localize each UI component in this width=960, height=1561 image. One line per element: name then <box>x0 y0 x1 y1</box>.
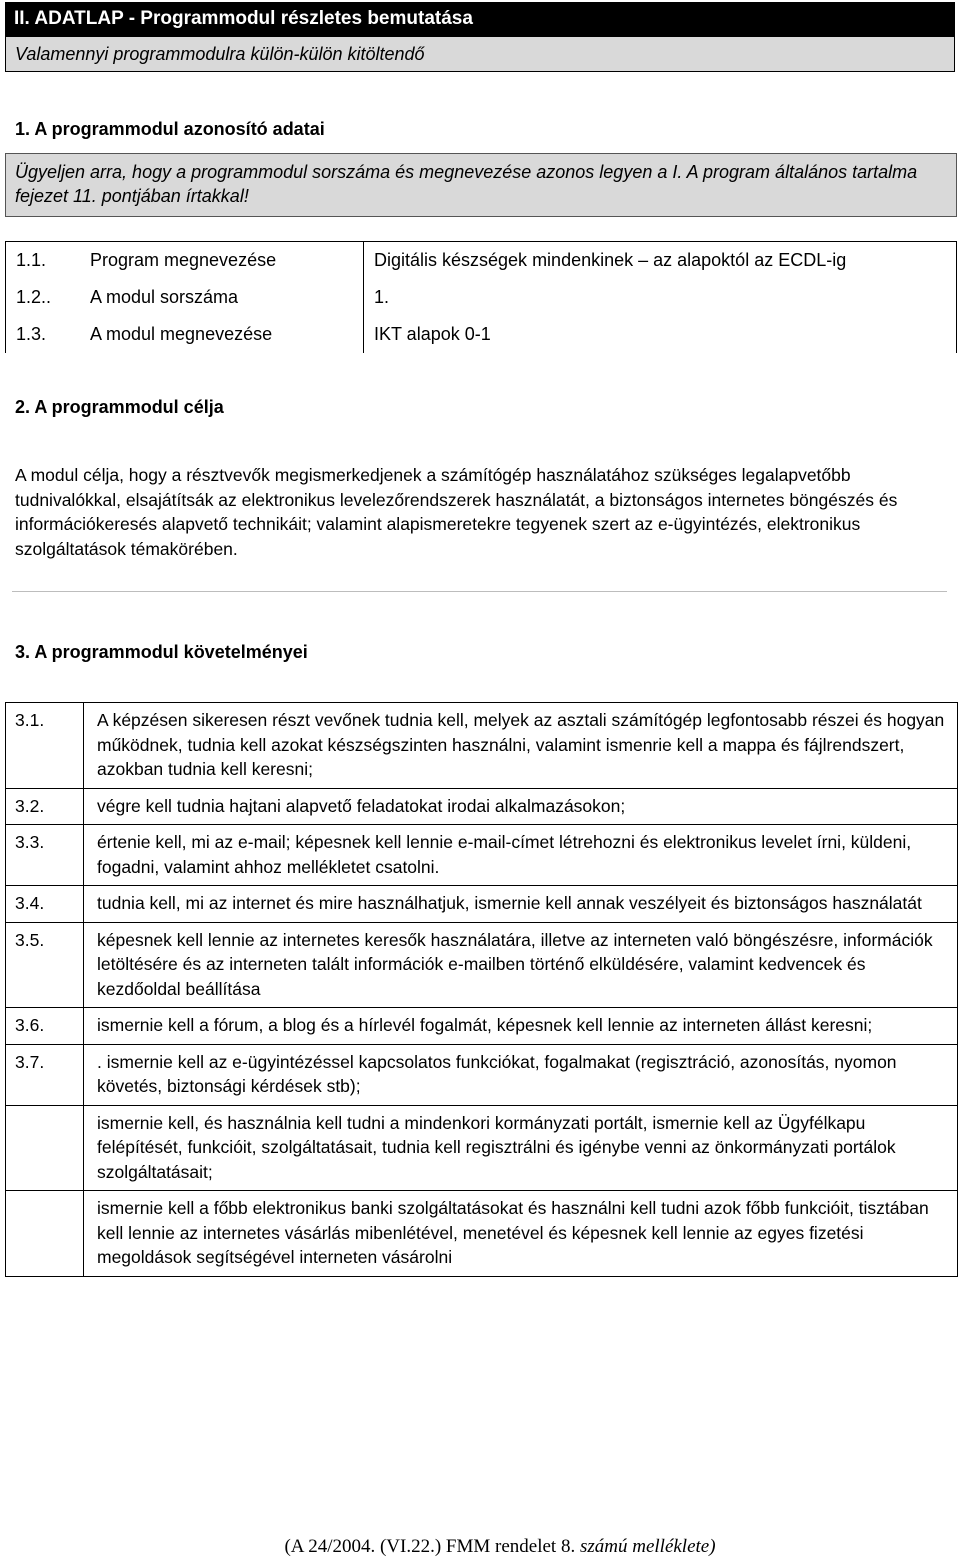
table-row <box>6 1008 958 1045</box>
requirement-number: 3.7. <box>6 1044 84 1105</box>
table-row <box>6 703 958 789</box>
requirement-text: értenie kell, mi az e-mail; képesnek kell lennie e-mail-címet létrehozni és elektronikus levelet írni, küldeni, fogadni, valamint ahhoz mellékletet csatolni. <box>84 825 958 886</box>
requirement-text: képesnek kell lennie az internetes keresők használatára, illetve az interneten való böngészésre, információk letöltésére és az interneten talált információk e-mailben történő elküldésére, valamint kedvencek és kezdőoldal beállítása <box>84 922 958 1008</box>
form-header <box>5 2 955 36</box>
requirement-text: . ismernie kell az e-ügyintézéssel kapcsolatos funkciókat, fogalmakat (regisztráció, azonosítás, nyomon követés, biztonsági kérdések stb); <box>84 1044 958 1105</box>
footer-regulation: (A 24/2004. (VI.22.) FMM rendelet 8. <box>284 1536 576 1557</box>
requirement-text: ismernie kell a fórum, a blog és a hírlevél fogalmát, képesnek kell lennie az interneten állást keresni; <box>84 1008 958 1045</box>
row-label: Program megnevezése <box>80 242 364 280</box>
table-row <box>6 886 958 923</box>
row-number: 1.2.. <box>6 279 81 316</box>
table-row <box>6 316 957 353</box>
table-row <box>6 788 958 825</box>
table-row <box>6 1044 958 1105</box>
requirements-table <box>5 702 958 1277</box>
requirement-number: 3.1. <box>6 703 84 789</box>
form-subtitle: Valamennyi programmodulra külön-külön kitöltendő <box>15 44 425 64</box>
page-footer <box>0 1536 960 1558</box>
identification-table <box>5 241 957 353</box>
table-row <box>6 1191 958 1277</box>
requirement-text: végre kell tudnia hajtani alapvető feladatokat irodai alkalmazásokon; <box>84 788 958 825</box>
table-row <box>6 1105 958 1191</box>
requirement-number: 3.2. <box>6 788 84 825</box>
requirement-number: 3.6. <box>6 1008 84 1045</box>
row-value: Digitális készségek mindenkinek – az alapoktól az ECDL-ig <box>364 242 957 280</box>
section-2-text: A modul célja, hogy a résztvevők megismerkedjenek a számítógép használatához szükséges legalapvetőbb tudnivalókkal, elsajátítsák az elektronikus levelezőrendszerek használatát, a biztonságos internetes böngészés és információkeresés alapvető technikáit; valamint alapismeretekre tegyenek szert az e-ügyintézés, elektronikus szolgáltatások témakörében. <box>15 465 898 559</box>
requirement-number: 3.5. <box>6 922 84 1008</box>
requirement-number: 3.4. <box>6 886 84 923</box>
row-number: 1.3. <box>6 316 81 353</box>
section-1-title: 1. A programmodul azonosító adatai <box>15 119 325 139</box>
requirement-text: A képzésen sikeresen részt vevőnek tudnia kell, melyek az asztali számítógép legfontosabb részei és hogyan működnek, tudnia kell azokat készségszinten használni, valamint ismenrie kell a mappa és fájlrendszert, azokban tudnia kell keresni; <box>84 703 958 789</box>
form-subheader <box>5 36 955 72</box>
requirement-text: tudnia kell, mi az internet és mire használhatjuk, ismernie kell annak veszélyeit és biztonságos használatát <box>84 886 958 923</box>
section-1-note: Ügyeljen arra, hogy a programmodul sorszáma és megnevezése azonos legyen a I. A program általános tartalma fejezet 11. pontjában írtakkal! <box>5 153 957 217</box>
table-row <box>6 242 957 280</box>
divider <box>12 591 947 592</box>
requirement-number <box>6 1191 84 1277</box>
row-value: 1. <box>364 279 957 316</box>
section-2-title: 2. A programmodul célja <box>15 397 224 417</box>
requirement-number <box>6 1105 84 1191</box>
requirement-text: ismernie kell a főbb elektronikus banki szolgáltatásokat és használni kell tudni azok főbb funkcióit, tisztában kell lennie az internetes vásárlás mibenlétével, menetével és képesnek kell lennie az egyes fizetési megoldások segítségével interneten vásárolni <box>84 1191 958 1277</box>
row-label: A modul megnevezése <box>80 316 364 353</box>
table-row <box>6 825 958 886</box>
table-row <box>6 279 957 316</box>
row-number: 1.1. <box>6 242 81 280</box>
form-title: II. ADATLAP - Programmodul részletes bemutatása <box>14 8 473 29</box>
requirement-number: 3.3. <box>6 825 84 886</box>
row-value: IKT alapok 0-1 <box>364 316 957 353</box>
table-row <box>6 922 958 1008</box>
row-label: A modul sorszáma <box>80 279 364 316</box>
requirement-text: ismernie kell, és használnia kell tudni a mindenkori kormányzati portált, ismernie kell az Ügyfélkapu felépítését, funkcióit, szolgáltatásait, tudnia kell regisztrálni és igénybe venni az önkormányzati portálok szolgáltatásait; <box>84 1105 958 1191</box>
section-3-title: 3. A programmodul követelményei <box>15 642 308 662</box>
footer-annex: számú melléklete) <box>579 1536 716 1557</box>
